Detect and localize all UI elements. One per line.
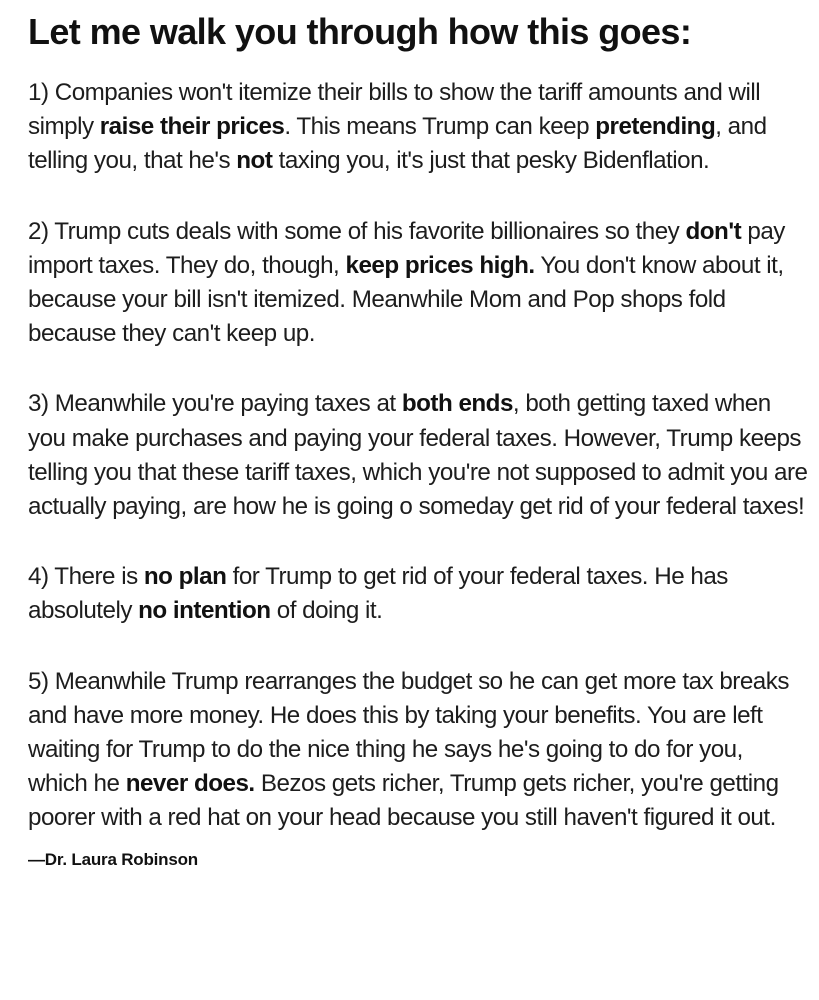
text-segment: 2) Trump cuts deals with some of his favorite billionaires so they	[28, 217, 686, 245]
points-list	[28, 76, 808, 836]
text-segment: 4) There is	[28, 563, 144, 591]
paragraph-point-1	[28, 76, 808, 179]
bold-text-segment: keep prices high.	[345, 251, 535, 279]
text-segment: , both getting taxed when you make purchases and paying your federal taxes. However, Trump keeps telling you that these tariff taxes, which you're not supposed to admit you are actually paying, are how he is going o someday get rid of your federal taxes!	[28, 390, 808, 521]
bold-text-segment: raise their prices	[99, 113, 285, 141]
text-segment: 5) Meanwhile Trump rearranges the budget so he can get more tax breaks and have more money. He does this by taking your benefits. You are left waiting for Trump to do the nice thing he says he's going to do for you, which he	[28, 667, 789, 798]
text-segment: 1) Companies won't itemize their bills to show the tariff amounts and will simply	[28, 79, 761, 141]
bold-text-segment: no intention	[138, 597, 271, 625]
bold-text-segment: both ends	[401, 390, 513, 418]
text-segment: of doing it.	[270, 597, 383, 625]
paragraph-point-4	[28, 560, 808, 628]
text-segment: for Trump to get rid of your federal taxes. He has absolutely	[28, 563, 728, 625]
text-segment: Bezos gets richer, Trump gets richer, you're getting poorer with a red hat on your head because you still haven't figured it out.	[28, 770, 779, 832]
text-segment: , and telling you, that he's	[28, 113, 767, 175]
author-signature: —Dr. Laura Robinson	[28, 849, 198, 869]
text-segment: taxing you, it's just that pesky Bidenflation.	[272, 147, 710, 175]
bold-text-segment: not	[236, 147, 273, 175]
bold-text-segment: no plan	[143, 563, 227, 591]
text-segment: You don't know about it, because your bill isn't itemized. Meanwhile Mom and Pop shops fold because they can't keep up.	[28, 251, 784, 348]
bold-text-segment: never does.	[125, 770, 255, 798]
text-segment: 3) Meanwhile you're paying taxes at	[28, 390, 402, 418]
bold-text-segment: pretending	[595, 113, 716, 141]
page-title: Let me walk you through how this goes:	[28, 11, 692, 52]
paragraph-point-2	[28, 215, 808, 352]
document-page	[28, 0, 808, 872]
text-segment: pay import taxes. They do, though,	[28, 217, 785, 279]
paragraph-point-5	[28, 665, 808, 836]
bold-text-segment: don't	[685, 217, 742, 245]
text-segment: . This means Trump can keep	[284, 113, 596, 141]
paragraph-point-3	[28, 387, 808, 524]
